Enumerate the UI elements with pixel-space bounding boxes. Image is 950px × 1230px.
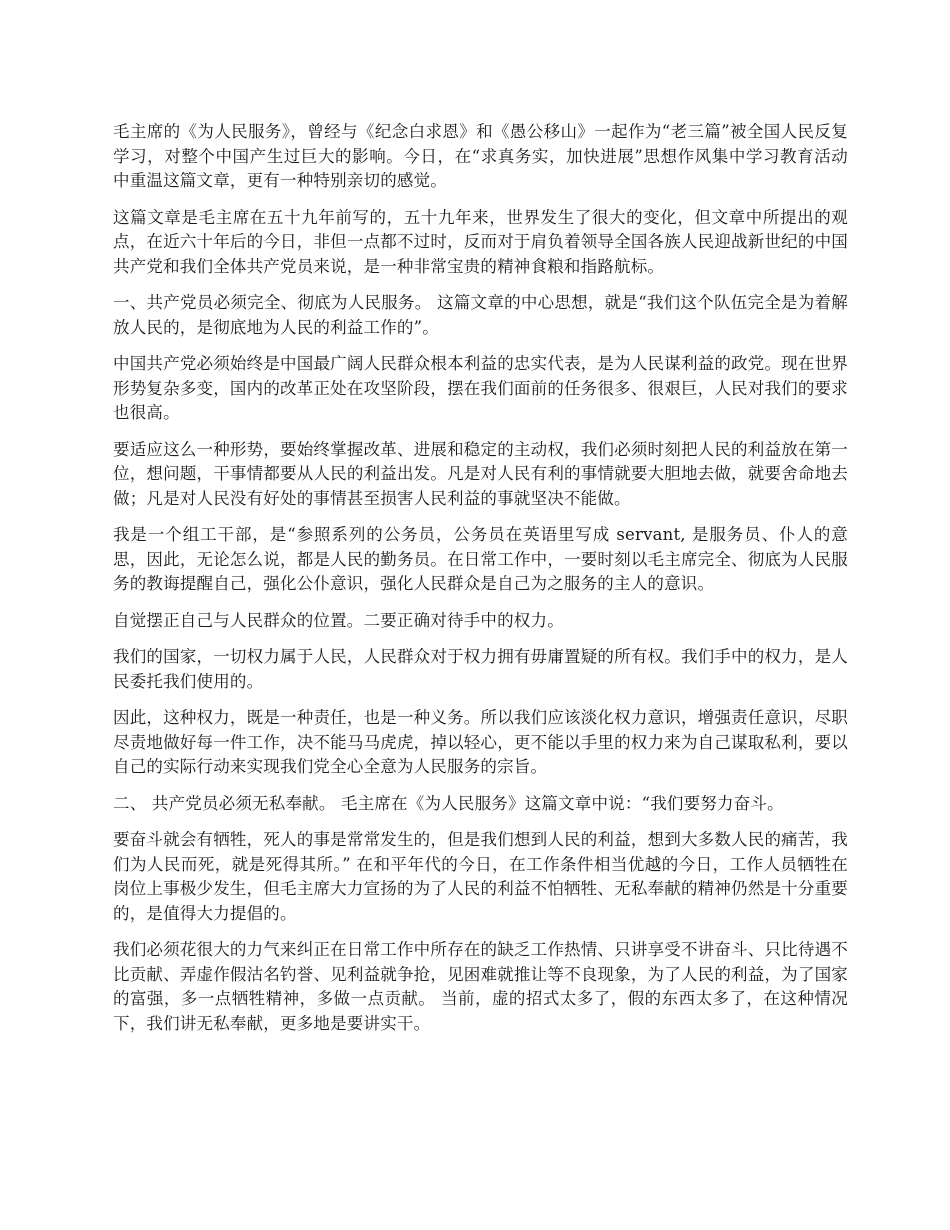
paragraph-servant: 我是一个组工干部，是“参照系列的公务员，公务员在英语里写成 servant, 是服务员、仆人的意思，因此，无论怎么说，都是人民的勤务员。在日常工作中，一要时刻以毛主席完全、彻底为人民服务的教诲提醒自己，强化公仆意识，强化人民群众是自己为之服务的主人的意识。 xyxy=(113,525,848,593)
paragraph-adapt-situation: 要适应这么一种形势，要始终掌握改革、进展和稳定的主动权，我们必须时刻把人民的利益放在第一位，想问题，干事情都要从人民的利益出发。凡是对人民有利的事情就要大胆地去做，就要舍命地去做；凡是对人民没有好处的事情甚至损害人民利益的事就坚决不能做。 xyxy=(113,439,848,508)
paragraph-background: 这篇文章是毛主席在五十九年前写的，五十九年来，世界发生了很大的变化，但文章中所提出的观点，在近六十年后的今日，非但一点都不过时，反而对于肩负着领导全国各族人民迎战新世纪的中国共产党和我们全体共产党员来说，是一种非常宝贵的精神食粮和指路航标。 xyxy=(113,207,848,276)
document-body xyxy=(113,120,848,1048)
paragraph-party-representative: 中国共产党必须始终是中国最广阔人民群众根本利益的忠实代表，是为人民谋利益的政党。现在世界形势复杂多变，国内的改革正处在攻坚阶段，摆在我们面前的任务很多、很艰巨，人民对我们的要求也很高。 xyxy=(113,354,848,422)
paragraph-position: 自觉摆正自己与人民群众的位置。二要正确对待手中的权力。 xyxy=(113,610,564,630)
paragraph-intro: 毛主席的《为人民服务》，曾经与《纪念白求恩》和《愚公移山》一起作为“老三篇”被全国人民反复学习，对整个中国产生过巨大的影响。今日，在“求真务实，加快进展”思想作风集中学习教育活动中重温这篇文章，更有一种特别亲切的感觉。 xyxy=(113,122,848,190)
paragraph-power-belongs: 我们的国家，一切权力属于人民，人民群众对于权力拥有毋庸置疑的所有权。我们手中的权力，是人民委托我们使用的。 xyxy=(113,647,848,691)
paragraph-responsibility: 因此，这种权力，既是一种责任，也是一种义务。所以我们应该淡化权力意识，增强责任意识，尽职尽责地做好每一件工作，决不能马马虎虎，掉以轻心，更不能以手里的权力来为自己谋取私利，要以自己的实际行动来实现我们党全心全意为人民服务的宗旨。 xyxy=(113,708,848,776)
paragraph-section-one-heading: 一、共产党员必须完全、彻底为人民服务。 这篇文章的中心思想，就是“我们这个队伍完全是为着解放人民的，是彻底地为人民的利益工作的”。 xyxy=(113,293,848,337)
paragraph-sacrifice: 要奋斗就会有牺牲，死人的事是常常发生的，但是我们想到人民的利益，想到大多数人民的痛苦，我们为人民而死，就是死得其所。” 在和平年代的今日，在工作条件相当优越的今日，工作人员牺牲在岗位上事极少发生，但毛主席大力宣扬的为了人民的利益不怕牺牲、无私奉献的精神仍然是十分重要的，是值得大力提倡的。 xyxy=(113,830,848,923)
paragraph-section-two-heading: 二、 共产党员必须无私奉献。 毛主席在《为人民服务》这篇文章中说：“我们要努力奋斗。 xyxy=(113,793,784,813)
paragraph-correct-problems: 我们必须花很大的力气来纠正在日常工作中所存在的缺乏工作热情、只讲享受不讲奋斗、只比待遇不比贡献、弄虚作假沽名钓誉、见利益就争抢，见困难就推让等不良现象，为了人民的利益，为了国家的富强，多一点牺牲精神，多做一点贡献。 当前，虚的招式太多了，假的东西太多了，在这种情况下，我们讲无私奉献，更多地是要讲实干。 xyxy=(113,940,848,1033)
